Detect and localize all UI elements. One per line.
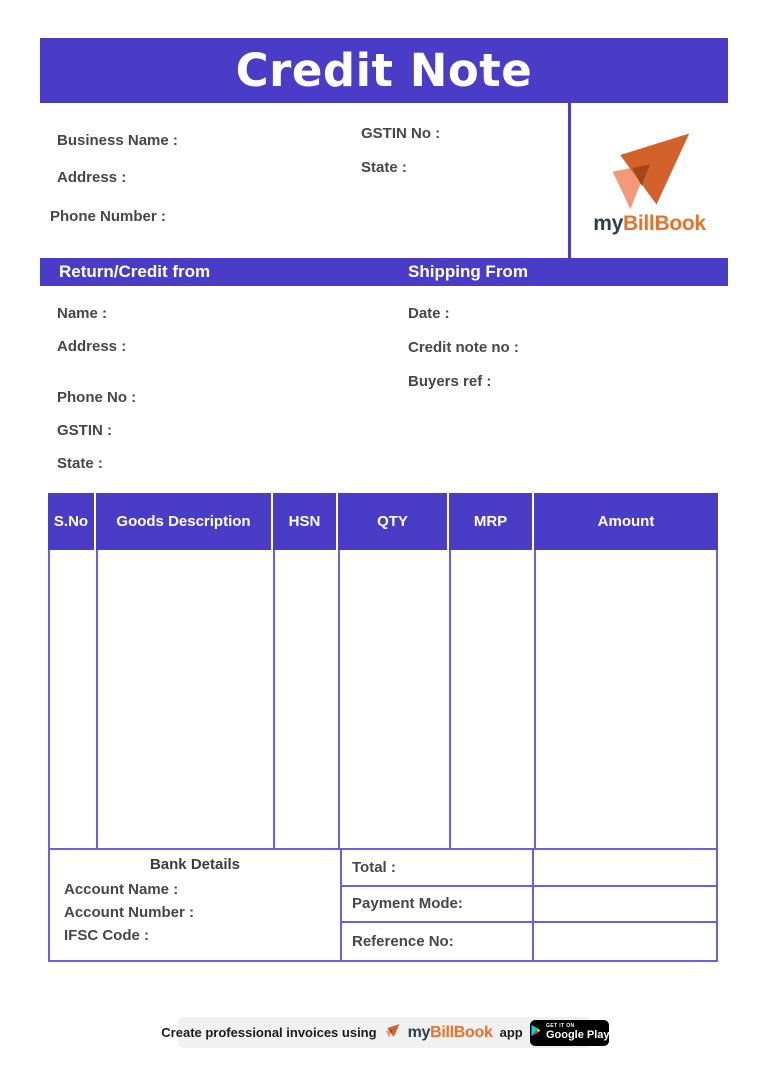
- business-gstin-label: GSTIN No :: [361, 125, 441, 142]
- footer-brand-billbook: BillBook: [430, 1023, 493, 1041]
- play-badge-line2: Google Play: [545, 1029, 610, 1041]
- column-header-goods: Goods Description: [96, 493, 273, 550]
- credit-from-name-label: Name :: [57, 305, 108, 322]
- footer-text: Create professional invoices using: [161, 1025, 377, 1040]
- play-badge-line1: GET IT ON: [545, 1023, 575, 1029]
- footer-promo-bar: [161, 1017, 610, 1048]
- mybillbook-logo: [568, 103, 728, 258]
- reference-no-label: Reference No:: [342, 923, 534, 960]
- account-number-label: Account Number :: [64, 904, 195, 921]
- title-banner: [40, 38, 728, 103]
- bank-details-title: Bank Details: [149, 856, 241, 873]
- column-header-qty: QTY: [338, 493, 449, 550]
- credit-from-address-label: Address :: [57, 338, 127, 355]
- footer-brand-my: my: [407, 1023, 431, 1041]
- summary-section: [48, 848, 718, 962]
- business-name-label: Business Name :: [57, 132, 178, 149]
- page-title: Credit Note: [235, 44, 533, 97]
- total-value: [534, 850, 716, 887]
- business-phone-label: Phone Number :: [50, 208, 166, 225]
- payment-mode-value: [534, 887, 716, 924]
- footer-paper-plane-icon: [384, 1023, 401, 1043]
- logo-wordmark: [593, 213, 706, 234]
- column-header-amount: Amount: [597, 513, 655, 530]
- cell-goods: [98, 550, 275, 848]
- bank-details-box: [50, 850, 342, 960]
- google-play-icon: [529, 1024, 542, 1042]
- footer-brand: [408, 1024, 493, 1042]
- business-state-label: State :: [361, 159, 407, 176]
- reference-no-value: [534, 923, 716, 960]
- cell-mrp: [451, 550, 536, 848]
- cell-sno: [50, 550, 98, 848]
- logo-text-billbook: BillBook: [622, 212, 706, 235]
- column-header-hsn: HSN: [273, 493, 338, 550]
- items-table-body: [48, 550, 718, 848]
- cell-amount: [536, 550, 720, 848]
- column-header-sno: S.No: [48, 493, 96, 550]
- cell-qty: [340, 550, 451, 848]
- credit-from-state-label: State :: [57, 455, 103, 472]
- credit-from-phone-label: Phone No :: [57, 389, 137, 406]
- shipping-from-heading: Shipping From: [408, 262, 528, 281]
- logo-text-my: my: [593, 212, 623, 235]
- paper-plane-icon: [602, 127, 698, 211]
- section-banner: [40, 258, 728, 286]
- column-header-mrp: MRP: [449, 493, 534, 550]
- items-table: [48, 493, 718, 848]
- cell-hsn: [275, 550, 340, 848]
- shipping-date-label: Date :: [408, 305, 450, 322]
- payment-mode-label: Payment Mode:: [342, 887, 534, 924]
- ifsc-code-label: IFSC Code :: [64, 927, 149, 944]
- items-table-header: [48, 493, 718, 550]
- google-play-badge[interactable]: [530, 1020, 609, 1046]
- business-info-section: [40, 103, 728, 258]
- business-address-label: Address :: [57, 169, 127, 186]
- buyers-ref-label: Buyers ref :: [408, 373, 492, 390]
- total-label: Total :: [342, 850, 534, 887]
- return-credit-from-heading: Return/Credit from: [59, 262, 211, 281]
- account-name-label: Account Name :: [64, 881, 179, 898]
- credit-note-no-label: Credit note no :: [408, 339, 519, 356]
- credit-from-gstin-label: GSTIN :: [57, 422, 112, 439]
- footer-app-text: app: [499, 1025, 523, 1040]
